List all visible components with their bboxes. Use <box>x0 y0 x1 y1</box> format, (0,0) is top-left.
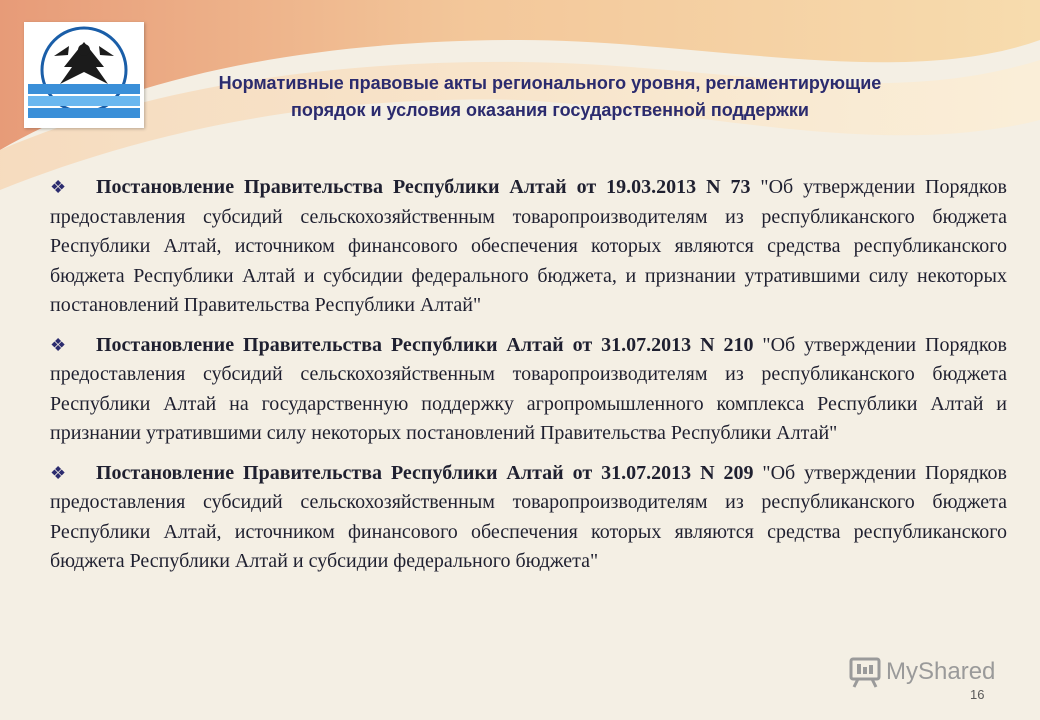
document-description: "Об утверждении Порядков предоставления субсидий сельскохозяйственным товаропроизводителям из республиканского бюджета Республики Алтай, источником финансового обеспечения которых являются средства республиканского бюджета Республики Алтай и субсидии федерального бюджета" <box>50 461 1007 572</box>
list-item <box>50 173 1007 321</box>
document-title: Постановление Правительства Республики Алтай от 31.07.2013 N 209 <box>96 461 754 484</box>
region-emblem-logo <box>24 22 144 128</box>
watermark-text: MyShared <box>886 658 996 685</box>
page-title <box>150 70 950 124</box>
document-description: "Об утверждении Порядков предоставления субсидий сельскохозяйственным товаропроизводителям из республиканского бюджета Республики Алтай, источником финансового обеспечения которых являются средства республиканского бюджета Республики Алтай и субсидии федерального бюджета, и признании утратившими силу некоторых постановлений Правительства Республики Алтай" <box>50 176 1007 316</box>
myshared-watermark <box>848 655 995 689</box>
list-item <box>50 459 1007 577</box>
page-title-line-2: порядок и условия оказания государственной поддержки <box>290 100 809 120</box>
document-description: "Об утверждении Порядков предоставления субсидий сельскохозяйственным товаропроизводителям из республиканского бюджета Республики Алтай на государственную поддержку агропромышленного комплекса Республики Алтай и признании утратившими силу некоторых постановлений Правительства Республики Алтай" <box>50 333 1007 444</box>
presentation-board-icon <box>848 655 882 689</box>
document-list <box>50 173 1007 587</box>
page-title-line-1: Нормативные правовые акты регионального уровня, регламентирующие <box>218 73 882 93</box>
diamond-bullet-icon: ❖ <box>50 462 67 483</box>
diamond-bullet-icon: ❖ <box>50 177 67 197</box>
diamond-bullet-icon: ❖ <box>50 334 67 355</box>
document-title: Постановление Правительства Республики Алтай от 31.07.2013 N 210 <box>96 333 754 356</box>
list-item <box>50 331 1007 449</box>
document-title: Постановление Правительства Республики Алтай от 19.03.2013 N 73 <box>96 176 751 198</box>
page-number: 16 <box>970 687 985 702</box>
